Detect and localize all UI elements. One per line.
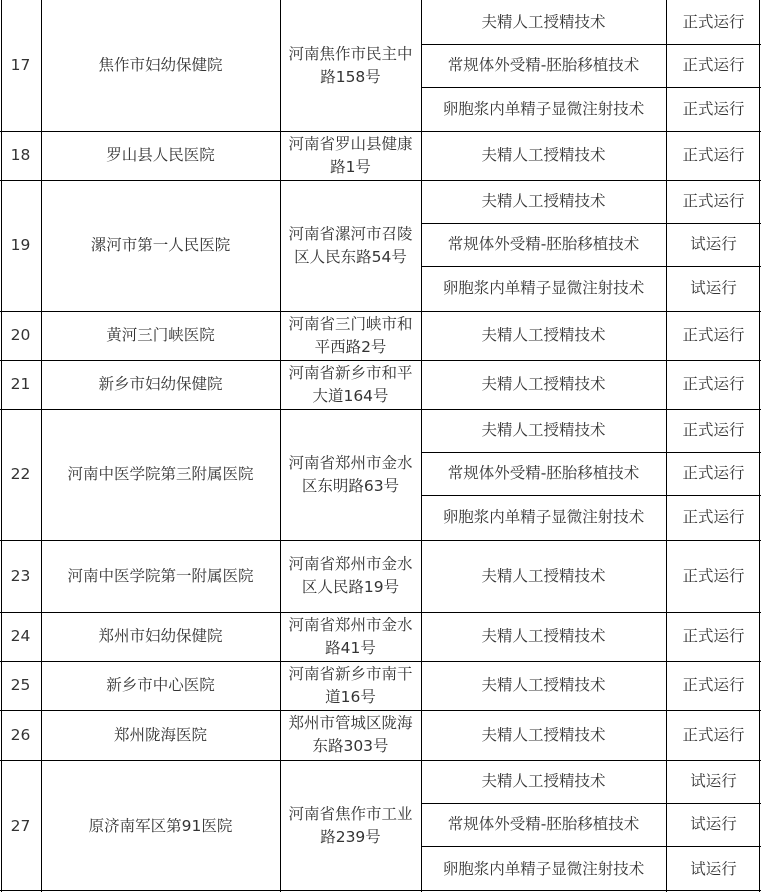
row-number: 22 [10,465,31,483]
row-divider [422,44,761,45]
operation-status: 正式运行 [682,627,745,645]
row-number: 19 [10,236,31,254]
operation-status: 正式运行 [682,56,745,74]
row-number: 18 [10,146,31,164]
row-divider [422,803,761,804]
technology-name: 夫精人工授精技术 [481,375,606,393]
hospital-address: 河南省漯河市召陵区人民东路54号 [288,224,413,266]
row-number: 21 [10,375,31,393]
technology-name: 夫精人工授精技术 [481,725,606,744]
operation-status: 正式运行 [682,326,745,344]
operation-status: 正式运行 [682,375,745,393]
hospital-name: 新乡市中心医院 [106,676,215,694]
operation-status: 正式运行 [682,508,745,526]
hospital-name: 郑州陇海医院 [113,725,207,744]
column-divider [421,0,422,892]
row-divider [0,760,761,761]
row-number: 26 [10,725,31,744]
operation-status: 正式运行 [682,192,745,210]
hospital-address: 河南焦作市民主中路158号 [288,44,413,86]
technology-name: 常规体外受精-胚胎移植技术 [447,56,640,74]
technology-name: 卵胞浆内单精子显微注射技术 [442,99,645,118]
hospital-name: 罗山县人民医院 [106,146,215,164]
column-divider [1,0,2,892]
operation-status: 试运行 [690,235,737,253]
column-divider [41,0,42,892]
technology-name: 卵胞浆内单精子显微注射技术 [442,508,645,526]
operation-status: 试运行 [690,279,737,297]
hospital-name: 黄河三门峡医院 [106,326,215,344]
operation-status: 试运行 [690,772,737,790]
technology-name: 夫精人工授精技术 [481,146,606,164]
technology-name: 卵胞浆内单精子显微注射技术 [442,279,645,297]
technology-name: 常规体外受精-胚胎移植技术 [447,235,640,253]
operation-status: 正式运行 [682,12,745,31]
row-divider [422,846,761,847]
row-number: 23 [10,566,31,585]
row-divider [422,495,761,496]
hospital-name: 焦作市妇幼保健院 [98,56,223,74]
column-divider [666,0,667,892]
row-divider [0,612,761,613]
row-divider [0,710,761,711]
row-divider [422,87,761,88]
row-divider [0,890,761,891]
row-number: 17 [10,56,31,74]
row-divider [0,409,761,410]
technology-name: 夫精人工授精技术 [481,627,606,645]
operation-status: 试运行 [690,815,737,833]
hospital-address: 河南省新乡市南干道16号 [288,664,413,706]
row-divider [0,661,761,662]
hospital-name: 漯河市第一人民医院 [90,236,231,254]
row-divider [422,452,761,453]
technology-name: 夫精人工授精技术 [481,192,606,210]
hospital-address: 河南省罗山县健康路1号 [288,134,413,176]
technology-name: 夫精人工授精技术 [481,676,606,694]
hospital-address: 河南省郑州市金水区东明路63号 [288,453,413,495]
operation-status: 正式运行 [682,566,745,585]
operation-status: 正式运行 [682,725,745,744]
operation-status: 正式运行 [682,421,745,439]
row-number: 27 [10,816,31,835]
technology-name: 夫精人工授精技术 [481,12,606,31]
hospital-name: 新乡市妇幼保健院 [98,375,223,393]
operation-status: 正式运行 [682,464,745,482]
hospital-address: 河南省三门峡市和平西路2号 [288,314,413,356]
operation-status: 试运行 [690,859,737,878]
hospital-name: 郑州市妇幼保健院 [98,627,223,645]
row-divider [0,180,761,181]
operation-status: 正式运行 [682,146,745,164]
row-number: 25 [10,676,31,694]
technology-name: 夫精人工授精技术 [481,566,606,585]
row-divider [0,311,761,312]
operation-status: 正式运行 [682,676,745,694]
technology-name: 夫精人工授精技术 [481,326,606,344]
technology-name: 夫精人工授精技术 [481,421,606,439]
technology-name: 常规体外受精-胚胎移植技术 [447,815,640,833]
row-number: 20 [10,326,31,344]
row-divider [0,360,761,361]
row-number: 24 [10,627,31,645]
technology-name: 卵胞浆内单精子显微注射技术 [442,859,645,878]
row-divider [0,540,761,541]
column-divider [759,0,760,892]
hospital-address: 河南省焦作市工业路239号 [288,805,413,846]
hospital-name: 河南中医学院第三附属医院 [67,465,254,483]
hospital-address: 河南省新乡市和平大道164号 [288,363,413,405]
hospital-name: 河南中医学院第一附属医院 [67,566,254,585]
hospital-address: 河南省郑州市金水区人民路19号 [288,555,413,596]
hospital-address: 河南省郑州市金水路41号 [288,615,413,657]
hospital-address: 郑州市管城区陇海东路303号 [288,714,413,755]
column-divider [280,0,281,892]
row-divider [0,131,761,132]
row-divider [422,266,761,267]
technology-name: 夫精人工授精技术 [481,772,606,790]
hospital-name: 原济南军区第91医院 [88,816,233,835]
technology-name: 常规体外受精-胚胎移植技术 [447,464,640,482]
operation-status: 正式运行 [682,99,745,118]
row-divider [422,223,761,224]
